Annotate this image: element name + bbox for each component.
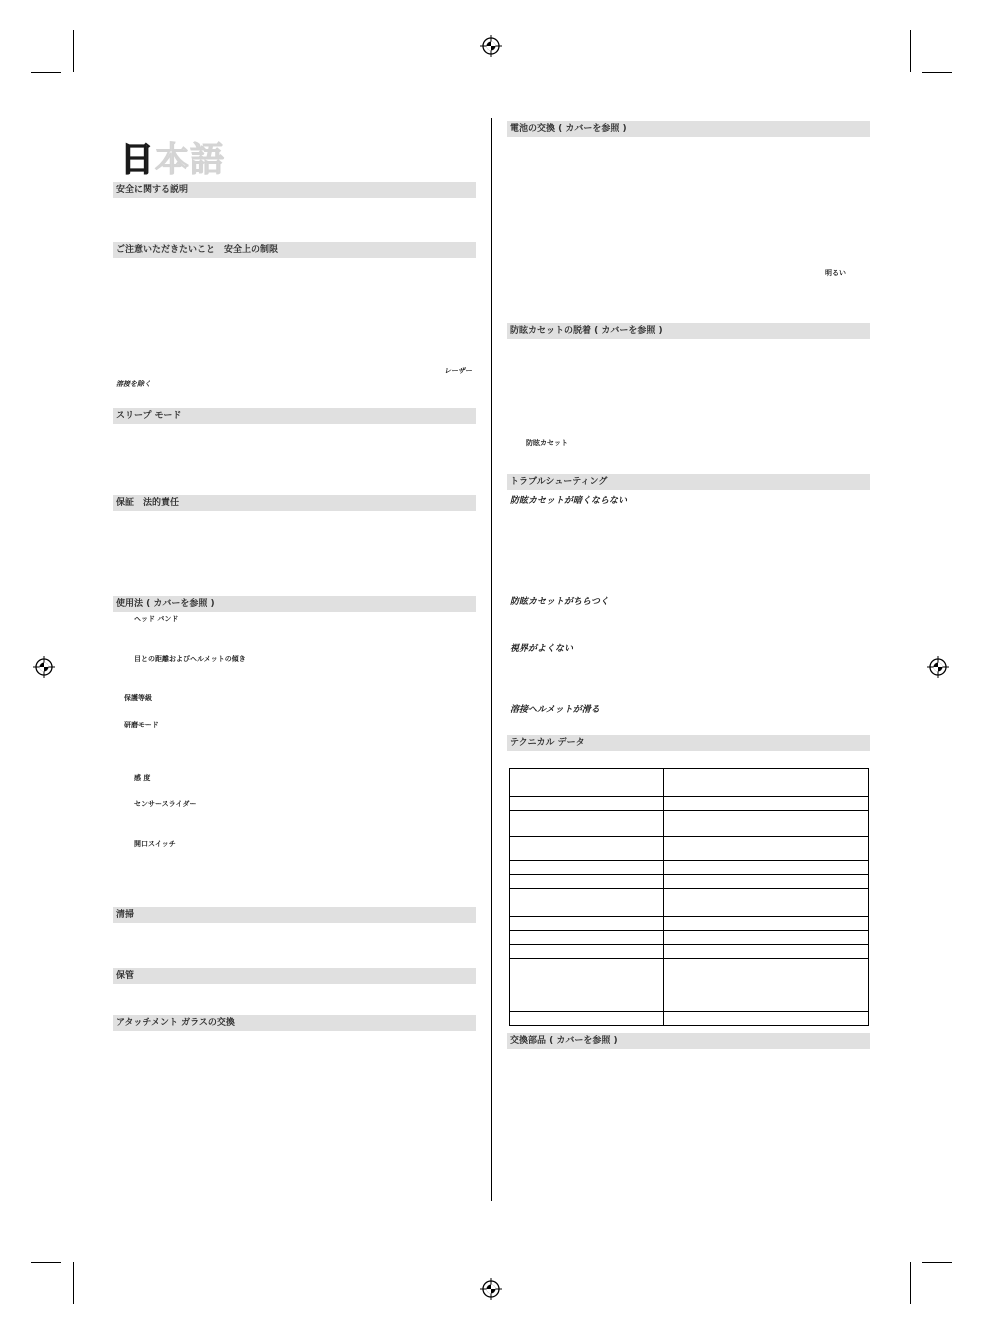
- crop-mark-tl-vertical: [73, 30, 74, 72]
- table-row: [510, 861, 869, 875]
- crop-mark-tl-horizontal: [31, 72, 61, 73]
- crop-mark-tr-vertical: [910, 30, 911, 72]
- battery-note-bright: 明るい: [825, 269, 846, 277]
- crop-mark-tr-horizontal: [922, 72, 952, 73]
- section-header-warranty: 保証 法的責任: [113, 495, 476, 511]
- table-row: [510, 917, 869, 931]
- usage-item-distance: 目との距離およびヘルメットの傾き: [134, 655, 246, 663]
- page-title: [120, 132, 225, 181]
- section-header-usage: 使用法 ( カバーを参照 ): [113, 596, 476, 612]
- usage-item-grind: 研磨モード: [124, 721, 159, 729]
- filter-note: 防眩カセット: [526, 439, 568, 447]
- usage-item-headband: ヘッド バンド: [134, 615, 179, 623]
- usage-item-delay: 開口スイッチ: [134, 840, 176, 848]
- section-header-glass: アタッチメント ガラスの交換: [113, 1015, 476, 1031]
- section-header-sleep: スリープ モード: [113, 408, 476, 424]
- table-row: [510, 1012, 869, 1026]
- table-row: [510, 959, 869, 1012]
- crop-mark-bl-horizontal: [31, 1262, 61, 1263]
- column-divider: [491, 118, 492, 1201]
- title-part2: 本語: [155, 140, 225, 180]
- section-header-parts: 交換部品 ( カバーを参照 ): [507, 1033, 870, 1049]
- table-row: [510, 797, 869, 811]
- table-row: [510, 945, 869, 959]
- table-row: [510, 837, 869, 861]
- trouble-poor-vision: 視界がよくない: [510, 644, 574, 654]
- section-header-cleaning: 清掃: [113, 907, 476, 923]
- usage-item-sensor-slider: センサースライダー: [134, 800, 197, 808]
- trouble-not-darkening: 防眩カセットが暗くならない: [510, 496, 628, 506]
- trouble-helmet-slips: 溶接ヘルメットが滑る: [510, 705, 600, 715]
- table-row: [510, 889, 869, 917]
- section-header-battery: 電池の交換 ( カバーを参照 ): [507, 121, 870, 137]
- usage-item-sensitivity: 感 度: [134, 774, 151, 782]
- section-header-cautions: ご注意いただきたいこと 安全上の制限: [113, 242, 476, 258]
- section-header-technical: テクニカル データ: [507, 735, 870, 751]
- section-header-filter-removal: 防眩カセットの脱着 ( カバーを参照 ): [507, 323, 870, 339]
- table-row: [510, 769, 869, 797]
- trouble-flicker: 防眩カセットがちらつく: [510, 597, 609, 607]
- crop-mark-br-horizontal: [922, 1262, 952, 1263]
- registration-mark-right-icon: [927, 656, 949, 678]
- registration-mark-bottom-icon: [480, 1278, 502, 1300]
- caution-note-laser: レーザー: [444, 367, 472, 375]
- usage-item-shade: 保護等級: [124, 694, 152, 702]
- title-part1: 日: [120, 140, 155, 180]
- section-header-storage: 保管: [113, 968, 476, 984]
- table-row: [510, 811, 869, 837]
- registration-mark-left-icon: [33, 656, 55, 678]
- crop-mark-bl-vertical: [73, 1262, 74, 1304]
- caution-note-welding: 溶接を除く: [116, 380, 151, 388]
- table-row: [510, 931, 869, 945]
- table-row: [510, 875, 869, 889]
- technical-data-table: [509, 768, 869, 1026]
- section-header-safety: 安全に関する説明: [113, 182, 476, 198]
- crop-mark-br-vertical: [910, 1262, 911, 1304]
- registration-mark-top-icon: [480, 35, 502, 57]
- section-header-troubleshooting: トラブルシューティング: [507, 474, 870, 490]
